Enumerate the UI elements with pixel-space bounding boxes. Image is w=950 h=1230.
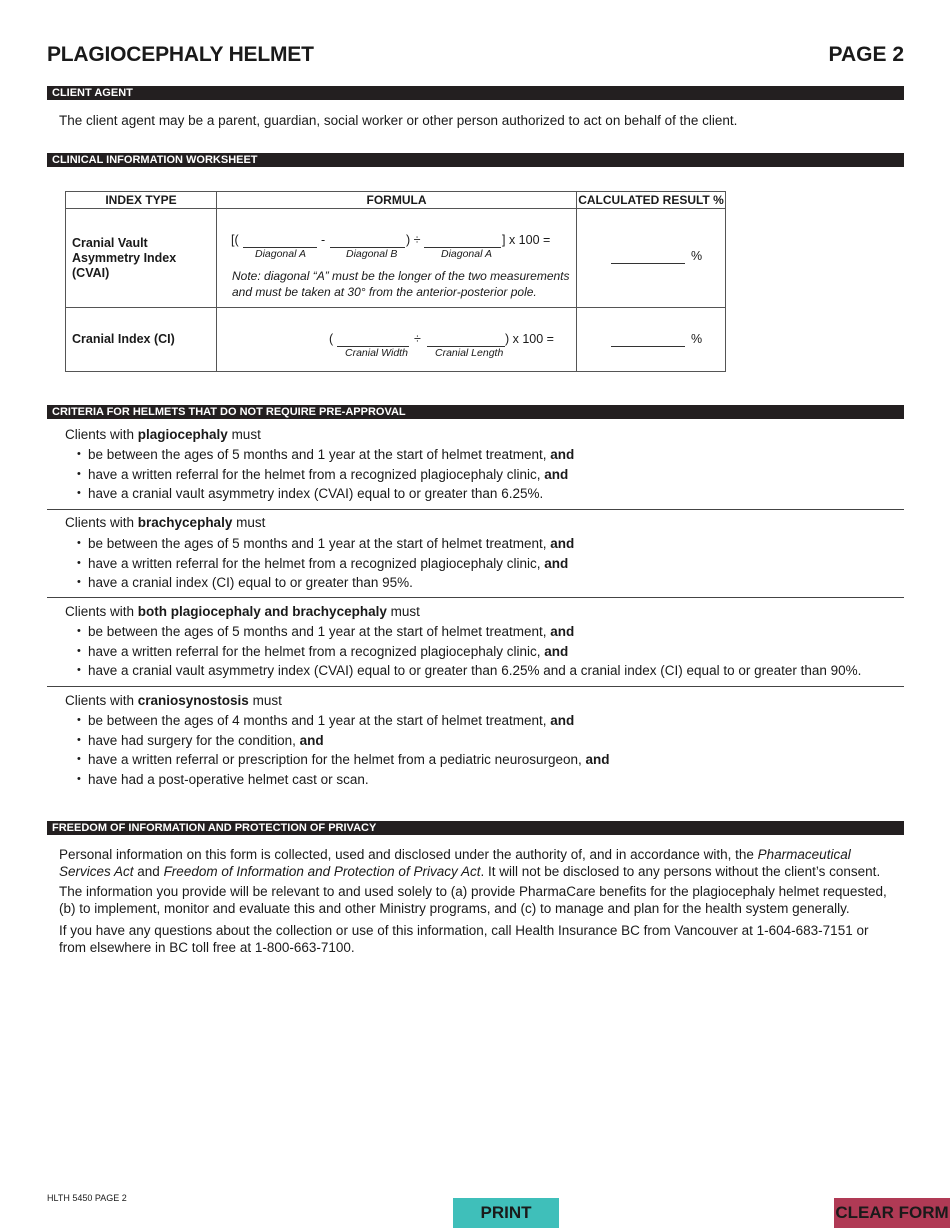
page-number: PAGE 2 — [828, 43, 904, 66]
ci-result-cell — [577, 308, 726, 372]
worksheet-table — [65, 191, 726, 372]
cvai-close-div: ) ÷ — [406, 233, 421, 247]
criteria-item: • have a written referral for the helmet from a recognized plagiocephaly clinic, and — [65, 554, 574, 574]
criteria-group-intro: Clients with brachycephaly must — [65, 515, 266, 530]
criteria-item: • have had a post-operative helmet cast or scan. — [65, 770, 610, 790]
cvai-note: Note: diagonal “A” must be the longer of the two measurements and must be taken at 30° from the anterior-posterior pole. — [232, 269, 570, 299]
worksheet-heading: CLINICAL INFORMATION WORKSHEET — [47, 153, 904, 167]
ci-row — [66, 308, 726, 372]
criteria-item: • have a written referral for the helmet from a recognized plagiocephaly clinic, and — [65, 642, 861, 662]
criteria-list — [65, 711, 610, 790]
column-formula: FORMULA — [217, 192, 577, 209]
criteria-item: • have a cranial index (CI) equal to or greater than 95%. — [65, 573, 574, 593]
privacy-paragraph-2: The information you provide will be relevant to and used solely to (a) provide PharmaCare benefits for the plagiocephaly helmet requested, (b) to implement, monitor and evaluate this and other Ministry programs, and (c) to manage and plan for the health system generally. — [59, 884, 887, 916]
ci-open-paren: ( — [329, 332, 334, 346]
ci-label-length: Cranial Length — [435, 347, 504, 359]
privacy-heading: FREEDOM OF INFORMATION AND PROTECTION OF PRIVACY — [47, 821, 904, 835]
form-id: HLTH 5450 PAGE 2 — [47, 1193, 127, 1203]
print-button[interactable]: PRINT — [453, 1198, 559, 1228]
page-title: PLAGIOCEPHALY HELMET — [47, 43, 314, 66]
client-agent-heading: CLIENT AGENT — [47, 86, 904, 100]
ci-divide: ÷ — [414, 332, 421, 346]
criteria-group-intro: Clients with plagiocephaly must — [65, 427, 261, 442]
criteria-item: • have a cranial vault asymmetry index (CVAI) equal to or greater than 6.25%. — [65, 484, 574, 504]
ci-formula-cell — [217, 308, 577, 372]
ci-result-input[interactable] — [611, 345, 685, 347]
cvai-label-diagonal-a2: Diagonal A — [441, 248, 492, 260]
ci-index-name: Cranial Index (CI) — [66, 308, 217, 372]
criteria-list — [65, 534, 574, 593]
ci-percent: % — [691, 332, 703, 346]
client-agent-text: The client agent may be a parent, guardian, social worker or other person authorized to act on behalf of the client. — [59, 113, 738, 128]
cvai-result-input[interactable] — [611, 262, 685, 264]
cvai-minus: - — [321, 233, 326, 247]
act-name: Freedom of Information and Protection of Privacy Act — [163, 864, 481, 879]
privacy-paragraph-1: Personal information on this form is collected, used and disclosed under the authority of, and in accordance with, the Pharmaceutical Services Act and Freedom of Information and Protection of Privacy Act. It will not be disclosed to any persons without the client’s consent. — [59, 847, 881, 879]
cvai-multiply: ] x 100 = — [502, 233, 551, 247]
column-result: CALCULATED RESULT % — [578, 193, 724, 207]
criteria-list — [65, 445, 574, 504]
cvai-row — [66, 209, 726, 308]
criteria-item: • be between the ages of 4 months and 1 year at the start of helmet treatment, and — [65, 711, 610, 731]
act-name: Pharmaceutical Services Act — [59, 847, 851, 879]
cvai-label-diagonal-a1: Diagonal A — [255, 248, 306, 260]
cvai-result-cell — [577, 209, 726, 308]
condition-name: brachycephaly — [137, 515, 233, 530]
cvai-index-name — [66, 209, 217, 308]
criteria-item: • have a written referral for the helmet from a recognized plagiocephaly clinic, and — [65, 465, 574, 485]
column-index-type: INDEX TYPE — [66, 192, 217, 209]
criteria-item: • have had surgery for the condition, and — [65, 731, 610, 751]
criteria-group-intro: Clients with both plagiocephaly and brachycephaly must — [65, 604, 420, 619]
cvai-label-diagonal-b: Diagonal B — [346, 248, 398, 260]
condition-name: craniosynostosis — [137, 693, 249, 708]
criteria-group-intro: Clients with craniosynostosis must — [65, 693, 282, 708]
condition-name: plagiocephaly — [137, 427, 228, 442]
worksheet-header-row — [66, 192, 726, 209]
ci-label-width: Cranial Width — [345, 347, 408, 359]
cvai-name-line2: Asymmetry Index (CVAI) — [72, 250, 177, 280]
criteria-item: • be between the ages of 5 months and 1 year at the start of helmet treatment, and — [65, 445, 574, 465]
divider — [47, 686, 904, 687]
cvai-percent: % — [691, 249, 703, 263]
cvai-name-line1: Cranial Vault — [72, 235, 148, 250]
divider — [47, 509, 904, 510]
divider — [47, 597, 904, 598]
criteria-item: • be between the ages of 5 months and 1 year at the start of helmet treatment, and — [65, 534, 574, 554]
cvai-open-bracket: [( — [231, 233, 239, 247]
criteria-item: • have a written referral or prescription for the helmet from a pediatric neurosurgeon, and — [65, 750, 610, 770]
privacy-paragraph-3: If you have any questions about the collection or use of this information, call Health Insurance BC from Vancouver at 1-604-683-7151 or from elsewhere in BC toll free at 1-800-663-7100. — [59, 923, 869, 955]
criteria-list — [65, 622, 861, 681]
criteria-item: • be between the ages of 5 months and 1 year at the start of helmet treatment, and — [65, 622, 861, 642]
criteria-heading: CRITERIA FOR HELMETS THAT DO NOT REQUIRE PRE-APPROVAL — [47, 405, 904, 419]
criteria-item: • have a cranial vault asymmetry index (CVAI) equal to or greater than 6.25% and a cranial index (CI) equal to or greater than 90%. — [65, 661, 861, 681]
clear-form-button[interactable]: CLEAR FORM — [834, 1198, 950, 1228]
condition-name: both plagiocephaly and brachycephaly — [137, 604, 387, 619]
cvai-formula-cell — [217, 209, 577, 308]
ci-multiply: ) x 100 = — [505, 332, 554, 346]
